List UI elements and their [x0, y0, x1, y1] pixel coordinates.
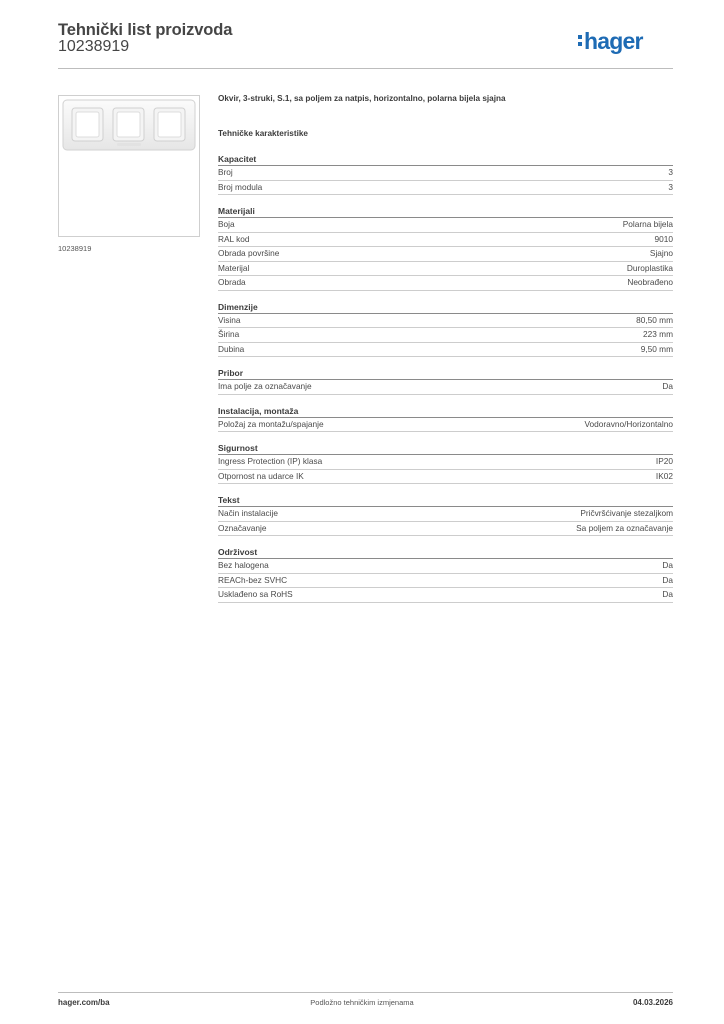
spec-row	[218, 470, 673, 485]
spec-section	[218, 153, 673, 195]
page-title: Tehnički list proizvoda	[58, 21, 233, 39]
footer-notice: Podložno tehničkim izmjenama	[310, 998, 414, 1007]
spec-label: Broj modula	[218, 181, 263, 192]
spec-label: Položaj za montažu/spajanje	[218, 418, 324, 429]
spec-label: Boja	[218, 219, 235, 229]
footer-website[interactable]: hager.com/ba	[58, 998, 110, 1007]
spec-row	[218, 559, 673, 574]
spec-value: Da	[662, 574, 673, 585]
spec-section	[218, 546, 673, 603]
spec-section	[218, 301, 673, 358]
logo-text: hager	[584, 28, 643, 54]
spec-label: Označavanje	[218, 522, 267, 533]
section-title: Kapacitet	[218, 153, 673, 166]
spec-label: Obrada površine	[218, 248, 280, 258]
spec-value: Polarna bijela	[622, 219, 673, 229]
spec-section	[218, 405, 673, 433]
tech-characteristics-heading: Tehničke karakteristike	[218, 129, 308, 138]
spec-label: Ima polje za označavanje	[218, 381, 312, 391]
spec-label: Visina	[218, 314, 241, 325]
footer-divider	[58, 992, 673, 993]
spec-label: Usklađeno sa RoHS	[218, 589, 293, 599]
spec-row	[218, 455, 673, 470]
spec-value: Sa poljem za označavanje	[576, 522, 673, 533]
spec-row	[218, 507, 673, 522]
spec-row	[218, 233, 673, 248]
spec-row	[218, 314, 673, 329]
spec-value: 223 mm	[643, 329, 673, 339]
spec-label: Dubina	[218, 343, 245, 354]
spec-row	[218, 418, 673, 433]
spec-value: Vodoravno/Horizontalno	[584, 418, 673, 429]
spec-value: Da	[662, 560, 673, 570]
spec-label: Otpornost na udarce IK	[218, 470, 304, 481]
section-title: Tekst	[218, 494, 673, 507]
spec-row	[218, 166, 673, 181]
spec-section	[218, 442, 673, 484]
spec-label: RAL kod	[218, 233, 250, 244]
header-divider	[58, 68, 673, 69]
spec-row	[218, 218, 673, 233]
spec-value: Pričvršćivanje stezaljkom	[580, 508, 673, 518]
section-title: Održivost	[218, 546, 673, 559]
section-title: Instalacija, montaža	[218, 405, 673, 418]
spec-row	[218, 522, 673, 537]
spec-section	[218, 367, 673, 395]
spec-section	[218, 205, 673, 291]
spec-value: 9,50 mm	[640, 343, 673, 354]
specification-panel	[218, 93, 673, 603]
spec-label: REACh-bez SVHC	[218, 574, 288, 585]
section-title: Sigurnost	[218, 442, 673, 455]
spec-row	[218, 181, 673, 196]
spec-label: Ingress Protection (IP) klasa	[218, 456, 323, 466]
spec-value: Duroplastika	[626, 262, 673, 273]
spec-label: Bez halogena	[218, 560, 269, 570]
spec-value: Neobrađeno	[627, 277, 673, 287]
section-title: Pribor	[218, 367, 673, 380]
spec-value: Sjajno	[649, 248, 673, 258]
spec-row	[218, 574, 673, 589]
spec-label: Materijal	[218, 262, 250, 273]
three-gang-frame-icon	[59, 96, 199, 236]
spec-value: Da	[662, 381, 673, 391]
spec-row	[218, 380, 673, 395]
spec-label: Način instalacije	[218, 508, 278, 518]
spec-row	[218, 343, 673, 358]
product-image	[58, 95, 200, 237]
spec-value: 80,50 mm	[636, 314, 673, 325]
section-title: Dimenzije	[218, 301, 673, 314]
hager-logo	[577, 27, 673, 57]
image-caption: 10238919	[58, 244, 92, 253]
spec-sections	[218, 153, 673, 603]
spec-value: 3	[668, 167, 673, 177]
spec-label: Širina	[218, 329, 240, 339]
footer-date: 04.03.2026	[632, 998, 673, 1007]
spec-value: 9010	[654, 233, 673, 244]
product-description: Okvir, 3-struki, S.1, sa poljem za natpis, horizontalno, polarna bijela sjajna	[218, 94, 506, 103]
section-title: Materijali	[218, 205, 673, 218]
spec-value: IP20	[655, 456, 673, 466]
spec-value: Da	[662, 589, 673, 599]
spec-row	[218, 328, 673, 343]
spec-label: Broj	[218, 167, 233, 177]
product-code: 10238919	[58, 38, 130, 55]
spec-section	[218, 494, 673, 536]
spec-row	[218, 247, 673, 262]
spec-row	[218, 262, 673, 277]
spec-row	[218, 276, 673, 291]
spec-value: IK02	[655, 470, 673, 481]
spec-label: Obrada	[218, 277, 246, 287]
spec-value: 3	[668, 181, 673, 192]
spec-row	[218, 588, 673, 603]
